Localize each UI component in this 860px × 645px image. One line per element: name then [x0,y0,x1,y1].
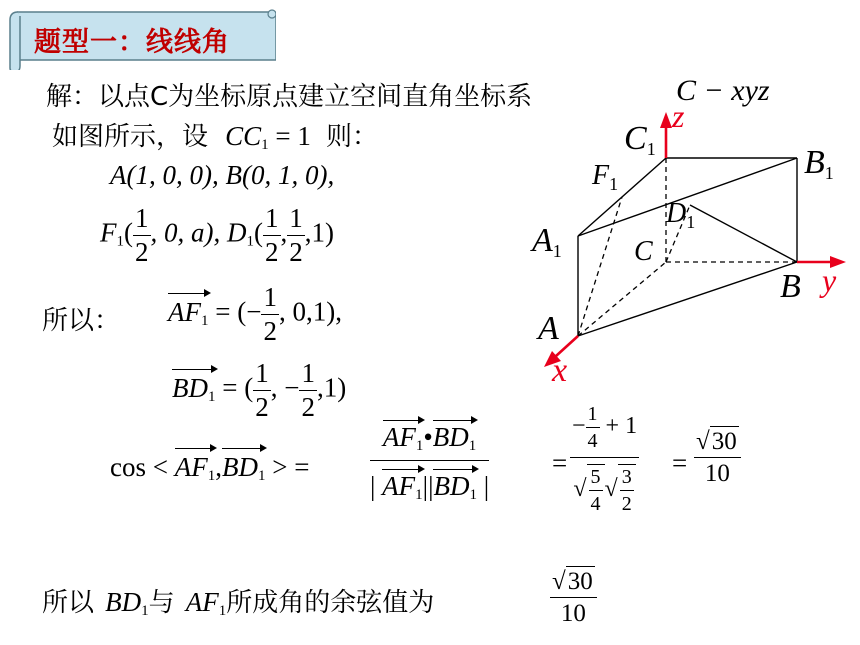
fraction-half: $\frac{1}{2}$ [135,203,149,267]
edge-a-b [578,262,797,336]
vector-bd1: $BD_1$ = ( $\frac{1}{2}$ , − $\frac{1}{2}$ ,1) [172,358,347,422]
label-b: B [780,268,801,305]
label-y: y [822,262,837,298]
hidden-edge-a-c [578,262,666,336]
label-a1: $A_1$ [532,222,562,261]
figure-text: 如图所示，设 [52,122,209,152]
banner-title: 题型一：线线角 [34,27,230,58]
points-ab: A(1, 0, 0), B(0, 1, 0), [110,160,335,190]
cos-fraction: $\frac{AF_1•BD_1}{| AF_1||BD_1 |}$ [370,422,490,503]
label-d1: $D_1$ [666,198,696,232]
points-f1-d1: $F_1$( $\frac{1}{2}$ , 0, a), $D_1$( $\frac{1}{2}$ , $\frac{1}{2}$ ,1) [100,203,334,267]
then-text: 则： [325,122,378,152]
eq-sign-1: = [552,448,568,478]
vector-af1: $AF_1$ = (− $\frac{1}{2}$ , 0,1), [168,282,342,346]
eq-sign-2: = [672,448,688,478]
z-arrowhead [660,112,672,128]
so-label: 所以： [42,306,121,336]
label-c: C [634,236,653,267]
step-fraction: − $\frac{1}{4}$ + 1 √ $\frac{5}{4}$ √ $\frac{3}{2}$ [572,403,638,515]
label-z: z [672,98,685,134]
cc1-value: = 1 [268,121,311,151]
label-x: x [552,352,568,389]
hidden-edge-a-f1 [578,197,622,336]
coord-system: C − xyz [676,74,770,107]
cos-lhs: $\cos < AF_1,BD_1$ > = [110,448,309,485]
conclusion-value: $\frac{√30}{10}$ [550,566,597,626]
label-a: A [538,310,559,347]
intro-text: 解：以点C为坐标原点建立空间直角坐标系 [46,82,533,112]
label-c1: $C_1$ [624,120,656,159]
cc1-label: $CC_1$ [225,121,269,153]
label-f1: $F_1$ [592,160,619,194]
result-fraction: $\frac{√30}{10}$ [694,426,741,486]
conclusion-line: 所以 $BD_1$与 $AF_1$所成角的余弦值为 [42,587,435,619]
label-b1: $B_1$ [804,144,834,183]
edge-d1-b [690,205,797,262]
